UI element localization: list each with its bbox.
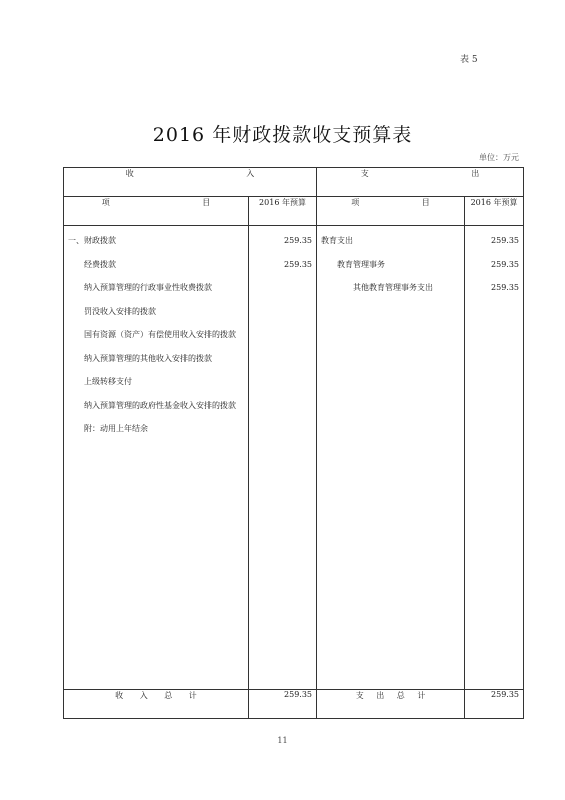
list-item-value: 259.35	[491, 259, 520, 269]
list-item: 国有资源（资产）有偿使用收入安排的拨款	[84, 330, 236, 339]
list-item-value	[249, 370, 316, 394]
income-total-label-cell	[64, 690, 249, 719]
expense-item-col-label: 项 目	[351, 198, 430, 207]
list-item-value: 259.35	[284, 236, 313, 245]
list-item: 纳入预算管理的行政事业性收费拨款	[84, 283, 212, 292]
list-item-value: 259.35	[491, 236, 520, 245]
list-item: 纳入预算管理的政府性基金收入安排的拨款	[84, 400, 236, 410]
page-title: 2016 年财政拨款收支预算表	[152, 124, 413, 146]
header-row-columns	[64, 197, 524, 226]
budget-table	[63, 167, 524, 719]
list-item: 经费拨款	[84, 259, 116, 269]
list-item-value	[249, 347, 316, 371]
income-total-value: 259.35	[284, 690, 313, 699]
list-item-value: 259.35	[491, 283, 520, 292]
list-item-value	[249, 276, 316, 300]
list-item: 教育管理事务	[337, 259, 386, 269]
page-number: 11	[277, 736, 288, 745]
income-item-col-header	[64, 197, 249, 226]
income-item-list	[64, 229, 248, 441]
list-item: 附：动用上年结余	[84, 424, 148, 433]
list-item: 其他教育管理事务支出	[353, 283, 434, 292]
unit-label: 单位：万元	[479, 153, 519, 162]
list-item: 教育支出	[321, 236, 354, 245]
list-item-value	[249, 417, 316, 441]
expense-total-label-cell	[317, 690, 465, 719]
expense-total-value: 259.35	[491, 690, 520, 699]
expense-total-label: 支 出 总 计	[355, 691, 426, 700]
expense-item-list	[317, 229, 464, 300]
list-item-value	[249, 300, 316, 324]
list-item: 一、财政拨款	[68, 236, 116, 245]
income-section-header	[64, 168, 317, 197]
expense-total-value-cell	[465, 690, 524, 719]
expense-budget-col-header	[465, 197, 524, 226]
header-row-sections	[64, 168, 524, 197]
income-total-label: 收 入 总 计	[115, 691, 197, 700]
list-item: 上级转移支付	[84, 377, 132, 386]
list-item-value	[249, 394, 316, 418]
income-budget-col-label: 2016 年预算	[259, 198, 306, 207]
expense-value-list	[465, 229, 523, 300]
income-budget-col-header	[249, 197, 317, 226]
income-values-cell	[249, 226, 317, 690]
income-header-label: 收 入	[125, 169, 255, 178]
totals-row	[64, 690, 524, 719]
expense-section-header	[317, 168, 524, 197]
expense-header-label: 支 出	[360, 169, 480, 178]
expense-items-cell	[317, 226, 465, 690]
income-item-col-label: 项 目	[101, 198, 211, 207]
income-items-cell	[64, 226, 249, 690]
list-item: 纳入预算管理的其他收入安排的拨款	[84, 353, 212, 363]
list-item-value: 259.35	[284, 259, 313, 269]
expense-item-col-header	[317, 197, 465, 226]
list-item: 罚没收入安排的拨款	[84, 306, 156, 316]
expense-values-cell	[465, 226, 524, 690]
page-tag: 表 5	[460, 55, 478, 65]
income-value-list	[249, 229, 316, 441]
list-item-value	[249, 323, 316, 347]
income-total-value-cell	[249, 690, 317, 719]
expense-budget-col-label: 2016 年预算	[470, 198, 518, 207]
table-body-row	[64, 226, 524, 690]
